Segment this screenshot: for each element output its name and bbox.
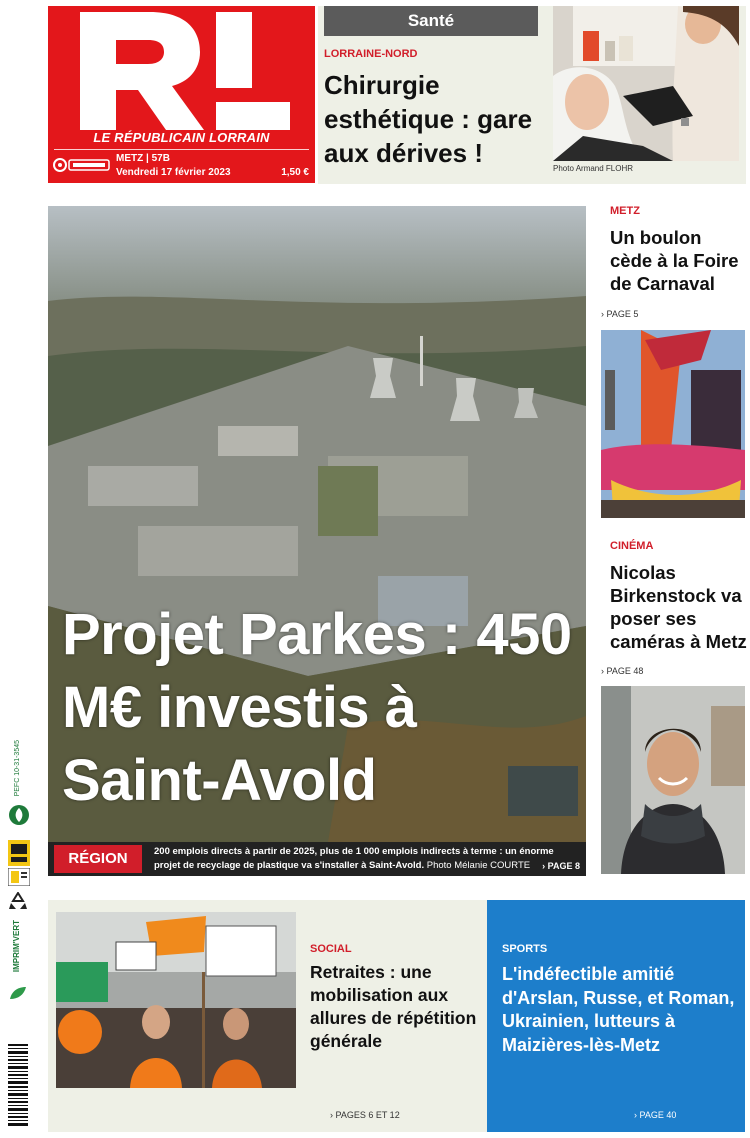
barcode-icon (6, 1042, 30, 1130)
leaf-icon (9, 986, 27, 1000)
social-page-link[interactable]: › PAGES 6 ET 12 (330, 1110, 400, 1120)
pefc-code: PEFC 10-31-3545 (14, 740, 21, 797)
main-story-photo[interactable] (48, 206, 586, 842)
cinema-kicker: CINÉMA (610, 540, 654, 552)
paper-name: LE RÉPUBLICAIN LORRAIN (93, 130, 270, 145)
sports-kicker: SPORTS (502, 943, 548, 955)
section-banner-sante: Santé (324, 6, 538, 36)
pefc-logo-icon (8, 804, 30, 826)
carnival-photo[interactable] (601, 330, 745, 518)
main-caption-bar (48, 842, 586, 876)
top-teaser-kicker: LORRAINE-NORD (324, 48, 418, 60)
cebra-logo-icon (52, 154, 112, 176)
bottom-sports-story[interactable] (487, 900, 745, 1132)
social-headline[interactable]: Retraites : une mobilisation aux allures de répétition générale (310, 962, 477, 1051)
portrait-illustration (601, 686, 745, 874)
protest-photo[interactable] (56, 912, 296, 1088)
region-section-badge[interactable]: RÉGION (54, 845, 142, 873)
bottom-social-story[interactable] (48, 900, 488, 1132)
main-caption-text: 200 emplois directs à partir de 2025, plus de 1 000 emplois indirects à terme : un énorme projet de recyclage de plastique va s'installer à Saint-Avold. (154, 846, 554, 871)
top-photo-credit: Photo Armand FLOHR (553, 164, 634, 173)
cinema-headline[interactable]: Nicolas Birkenstock va poser ses caméras à Metz (610, 562, 747, 652)
social-kicker: SOCIAL (310, 943, 352, 955)
sports-page-link[interactable]: › PAGE 40 (634, 1110, 677, 1120)
top-teaser[interactable] (318, 6, 746, 184)
metz-page-link[interactable]: › PAGE 5 (601, 309, 639, 319)
edition-label: METZ | 57B (116, 153, 170, 164)
masthead[interactable] (48, 6, 315, 183)
metz-kicker: METZ (610, 205, 640, 217)
recycle-icon (8, 892, 28, 910)
top-teaser-headline[interactable]: Chirurgie esthétique : gare aux dérives ! (324, 70, 533, 168)
imprim-vert-label: IMPRIM'VERT (12, 920, 21, 973)
cinema-page-link[interactable]: › PAGE 48 (601, 666, 644, 676)
main-caption (154, 845, 580, 873)
price-label: 1,50 € (281, 167, 309, 178)
eco-label-icon (8, 840, 30, 866)
recycling-label-icon (8, 868, 30, 886)
publication-date: Vendredi 17 février 2023 (116, 167, 231, 178)
rl-logo (80, 12, 290, 130)
sports-headline[interactable]: L'indéfectible amitié d'Arslan, Russe, et Roman, Ukrainien, lutteurs à Maizières-lès-Metz (502, 964, 735, 1055)
protest-illustration (56, 912, 296, 1088)
main-photo-credit: Photo Mélanie COURTE (426, 860, 531, 871)
main-page-link[interactable]: › PAGE 8 (542, 861, 580, 871)
main-headline[interactable]: Projet Parkes : 450 M€ investis à Saint-Avold (62, 602, 572, 813)
metz-headline[interactable]: Un boulon cède à la Foire de Carnaval (610, 227, 739, 294)
beautician-photo-illustration (553, 6, 739, 161)
top-teaser-photo[interactable] (553, 6, 739, 161)
director-portrait-photo[interactable] (601, 686, 745, 874)
carnival-ride-illustration (601, 330, 745, 518)
masthead-divider (54, 149, 309, 150)
